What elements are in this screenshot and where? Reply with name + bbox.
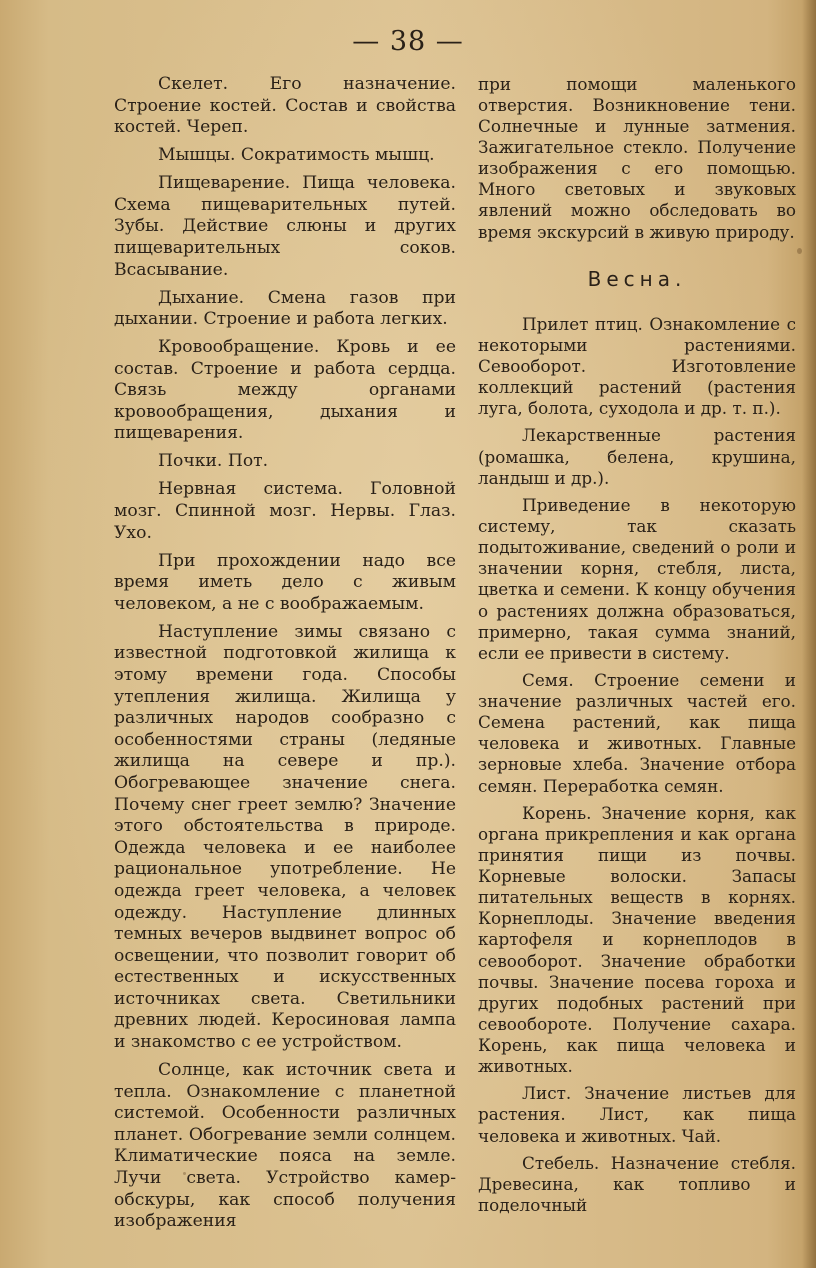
paper-speck	[797, 248, 802, 254]
paragraph-circulation: Кровообращение. Кровь и ее состав. Строение и работа сердца. Связь между органами кровообращения, дыхания и пищеварения.	[114, 337, 456, 444]
paragraph-skeleton: Скелет. Его назначение. Строение костей. Состав и свойства костей. Череп.	[114, 74, 456, 138]
left-column	[114, 74, 456, 1239]
paragraph-continuation: при помощи маленького отверстия. Возникновение тени. Солнечные и лунные затмения. Зажигательное стекло. Получение изображения с его помощью. Много световых и звуковых явлений можно обследовать во время экскурсий в живую природу.	[478, 74, 796, 242]
paragraph-seed: Семя. Строение семени и значение различных частей его. Семена растений, как пища человека и животных. Главные зерновые хлеба. Значение отбора семян. Переработка семян.	[478, 670, 796, 796]
page-number: — 38 —	[352, 26, 464, 57]
paragraph-winter: Наступление зимы связано с известной подготовкой жилища к этому времени года. Способы утепления жилища. Жилища у различных народов сообразно с особенностями страны (ледяные жилища на севере и пр.). Обогревающее значение снега. Почему снег греет землю? Значение этого обстоятельства в природе. Одежда человека и ее наиболее рациональное употребление. Не одежда греет человека, а человек одежду. Наступление длинных темных вечеров выдвинет вопрос об освещении, что позволит говорит об естественных и искусственных источниках света. Светильники древних людей. Керосиновая лампа и знакомство с ее устройством.	[114, 621, 456, 1053]
section-title-spring: Весна.	[587, 266, 687, 291]
paragraph-muscles: Мышцы. Сократимость мышц.	[158, 145, 435, 166]
paragraph-leaf: Лист. Значение листьев для растения. Лист, как пища человека и животных. Чай.	[478, 1083, 796, 1146]
paragraph-digestion: Пищеварение. Пища человека. Схема пищеварительных путей. Зубы. Действие слюны и других пищеварительных соков. Всасывание.	[114, 173, 456, 280]
paragraph-breathing: Дыхание. Смена газов при дыхании. Строение и работа легких.	[114, 287, 456, 330]
paragraph-kidneys: Почки. Пот.	[158, 451, 269, 472]
paragraph-root: Корень. Значение корня, как органа прикрепления и как органа принятия пищи из почвы. Корневые волоски. Запасы питательных веществ в корнях. Корнеплоды. Значение введения картофеля и корнеплодов в севооборот. Значение обработки почвы. Значение посева гороха и других подобных растений при севообороте. Получение сахара. Корень, как пища человека и животных.	[478, 802, 796, 1076]
paragraph-live-person: При прохождении надо все время иметь дело с живым человеком, а не с воображаемым.	[114, 550, 456, 614]
paragraph-nervous-system: Нервная система. Головной мозг. Спинной мозг. Нервы. Глаз. Ухо.	[114, 479, 456, 543]
paragraph-stem: Стебель. Назначение стебля. Древесина, как топливо и поделочный	[478, 1153, 796, 1216]
right-column	[478, 74, 796, 1223]
paragraph-medicinal-plants: Лекарственные растения (ромашка, белена, крушина, ландыш и др.).	[478, 425, 796, 488]
paragraph-sun: Солнце, как источник света и тепла. Ознакомление с планетной системой. Особенности различных планет. Обогревание земли солнцем. Климатические пояса на земле. Лучи света. Устройство камер-обскуры, как способ получения изображения	[114, 1060, 456, 1232]
paragraph-systematization: Приведение в некоторую систему, так сказать подытоживание, сведений о роли и значении корня, стебля, листа, цветка и семени. К концу обучения о растениях должна образоваться, примерно, такая сумма знаний, если ее привести в систему.	[478, 495, 796, 663]
page-edge-shadow	[802, 0, 816, 1268]
paragraph-birds: Прилет птиц. Ознакомление с некоторыми растениями. Севооборот. Изготовление коллекций растений (растения луга, болота, суходола и др. т. п.).	[478, 313, 796, 419]
